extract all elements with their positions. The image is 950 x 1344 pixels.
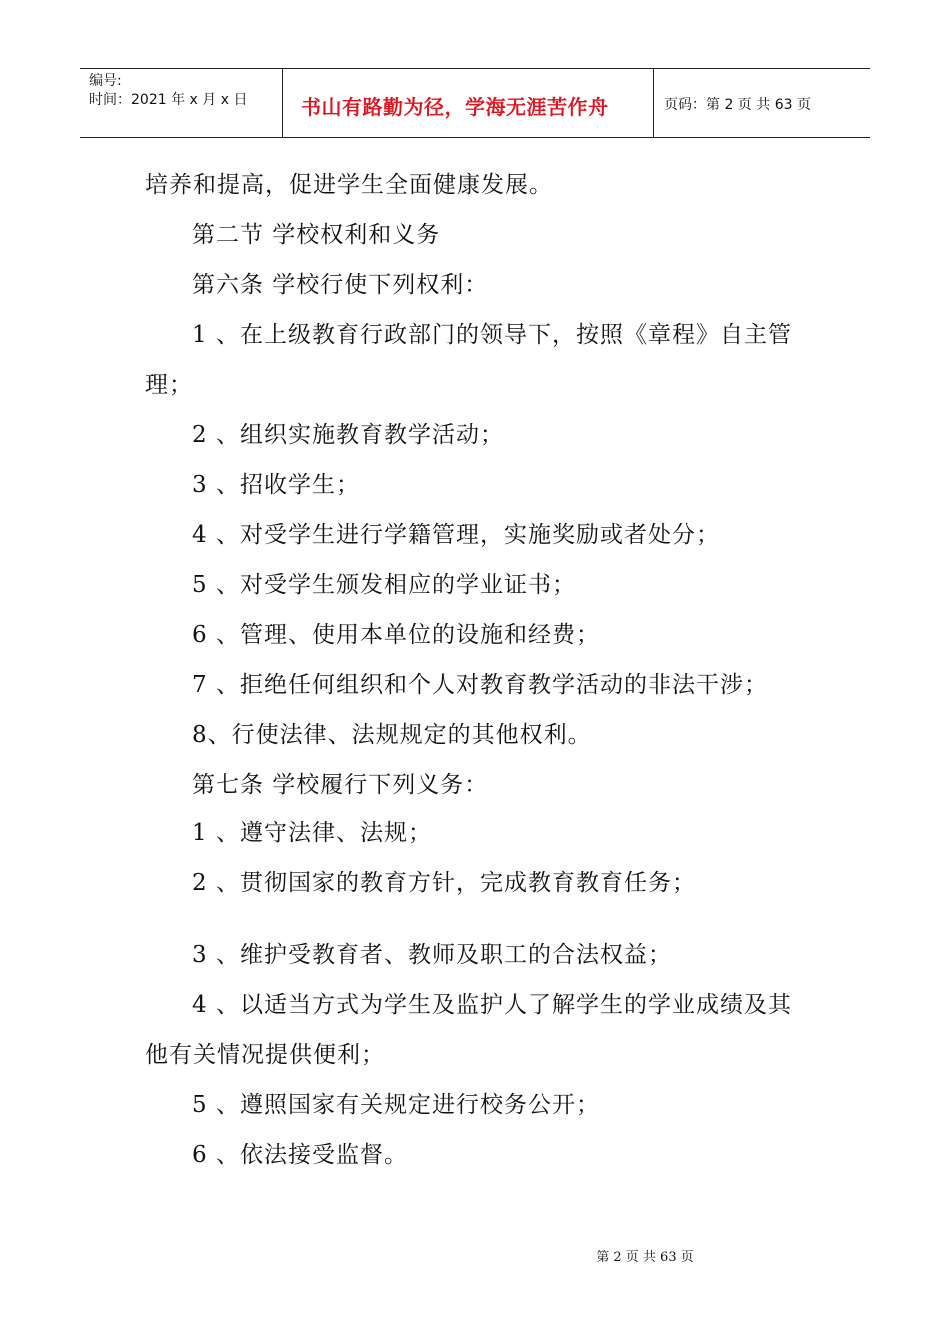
list-item: 1 、在上级教育行政部门的领导下，按照《章程》自主管 (192, 322, 792, 348)
list-item-continuation: 理； (145, 372, 193, 398)
list-item: 1 、遵守法律、法规； (192, 820, 432, 846)
list-item: 3 、招收学生； (192, 472, 360, 498)
list-item: 6 、管理、使用本单位的设施和经费； (192, 622, 600, 648)
list-item: 4 、对受学生进行学籍管理，实施奖励或者处分； (192, 522, 720, 548)
section-heading: 第二节 学校权利和义务 (192, 222, 441, 248)
list-item: 5 、遵照国家有关规定进行校务公开； (192, 1092, 600, 1118)
article-heading: 第七条 学校履行下列义务： (192, 772, 489, 798)
page-info: 页码：第 2 页 共 63 页 (664, 97, 811, 113)
body-line: 培养和提高，促进学生全面健康发展。 (145, 172, 553, 198)
page-footer (0, 1246, 950, 1265)
number-label: 编号: (89, 73, 122, 89)
list-item: 7 、拒绝任何组织和个人对教育教学活动的非法干涉； (192, 672, 768, 698)
list-item: 3 、维护受教育者、教师及职工的合法权益； (192, 942, 672, 968)
time-label: 时间：2021 年 x 月 x 日 (89, 92, 248, 108)
list-item: 2 、贯彻国家的教育方针，完成教育教育任务； (192, 870, 696, 896)
list-item: 5 、对受学生颁发相应的学业证书； (192, 572, 576, 598)
article-heading: 第六条 学校行使下列权利： (192, 272, 489, 298)
list-item: 4 、以适当方式为学生及监护人了解学生的学业成绩及其 (192, 992, 792, 1018)
list-item-continuation: 他有关情况提供便利； (145, 1042, 385, 1068)
motto-text: 书山有路勤为径，学海无涯苦作舟 (301, 95, 609, 119)
list-item: 8、行使法律、法规规定的其他权利。 (192, 722, 592, 748)
list-item: 6 、依法接受监督。 (192, 1142, 408, 1168)
footer-page-number: 第 2 页 共 63 页 (596, 1250, 694, 1265)
list-item: 2 、组织实施教育教学活动； (192, 422, 504, 448)
